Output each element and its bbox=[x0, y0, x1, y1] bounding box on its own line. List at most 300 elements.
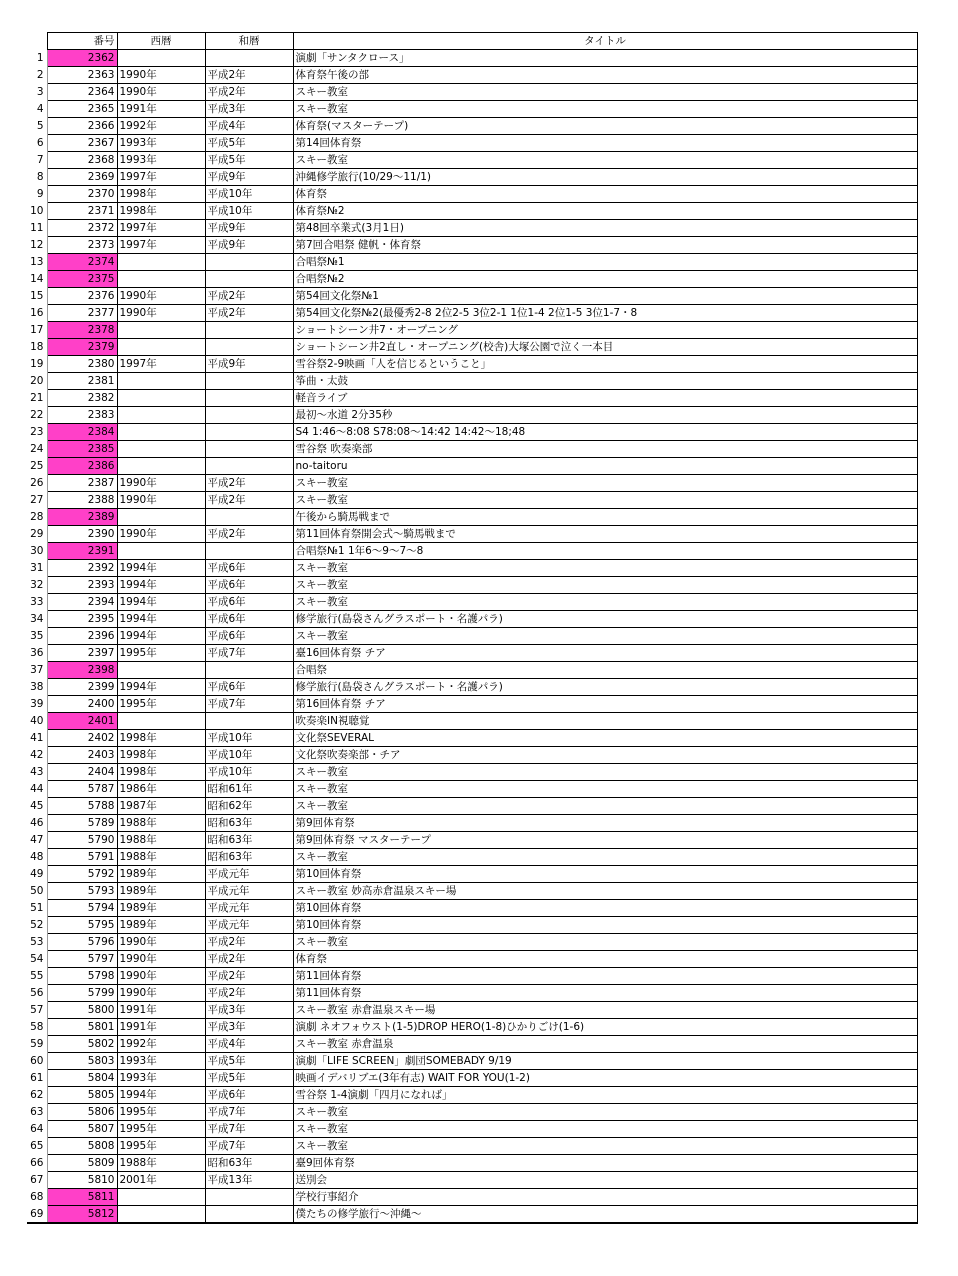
title-cell[interactable]: 文化祭SEVERAL bbox=[293, 730, 917, 747]
western-year-cell[interactable]: 1990年 bbox=[117, 951, 205, 968]
row-number[interactable]: 68 bbox=[27, 1189, 47, 1206]
japanese-year-cell[interactable]: 平成2年 bbox=[205, 526, 293, 543]
western-year-cell[interactable]: 1988年 bbox=[117, 832, 205, 849]
western-year-cell[interactable]: 1995年 bbox=[117, 696, 205, 713]
japanese-year-cell[interactable]: 平成4年 bbox=[205, 1036, 293, 1053]
western-year-cell[interactable]: 1992年 bbox=[117, 118, 205, 135]
japanese-year-cell[interactable]: 平成10年 bbox=[205, 747, 293, 764]
title-cell[interactable]: 臺16回体育祭 チア bbox=[293, 645, 917, 662]
title-cell[interactable]: スキー教室 bbox=[293, 84, 917, 101]
japanese-year-cell[interactable]: 平成2年 bbox=[205, 951, 293, 968]
number-cell[interactable]: 5788 bbox=[47, 798, 117, 815]
number-cell[interactable]: 2394 bbox=[47, 594, 117, 611]
row-number[interactable]: 19 bbox=[27, 356, 47, 373]
number-cell[interactable]: 2375 bbox=[47, 271, 117, 288]
western-year-cell[interactable]: 1993年 bbox=[117, 1053, 205, 1070]
western-year-cell[interactable]: 1989年 bbox=[117, 900, 205, 917]
number-cell[interactable]: 5790 bbox=[47, 832, 117, 849]
row-number[interactable]: 28 bbox=[27, 509, 47, 526]
number-cell[interactable]: 2404 bbox=[47, 764, 117, 781]
number-cell[interactable]: 5808 bbox=[47, 1138, 117, 1155]
row-number[interactable]: 51 bbox=[27, 900, 47, 917]
title-cell[interactable]: 臺9回体育祭 bbox=[293, 1155, 917, 1172]
japanese-year-cell[interactable]: 平成元年 bbox=[205, 900, 293, 917]
title-cell[interactable]: 修学旅行(島袋さんグラスポート・名護パラ) bbox=[293, 611, 917, 628]
title-cell[interactable]: スキー教室 bbox=[293, 849, 917, 866]
japanese-year-cell[interactable]: 昭和61年 bbox=[205, 781, 293, 798]
number-cell[interactable]: 2362 bbox=[47, 50, 117, 67]
japanese-year-cell[interactable] bbox=[205, 1206, 293, 1224]
japanese-year-cell[interactable]: 平成9年 bbox=[205, 220, 293, 237]
western-year-cell[interactable]: 1986年 bbox=[117, 781, 205, 798]
title-cell[interactable]: 第9回体育祭 マスターテープ bbox=[293, 832, 917, 849]
western-year-cell[interactable]: 1987年 bbox=[117, 798, 205, 815]
western-year-cell[interactable] bbox=[117, 390, 205, 407]
title-cell[interactable]: 演劇「LIFE SCREEN」劇団SOMEBADY 9/19 bbox=[293, 1053, 917, 1070]
row-number[interactable]: 57 bbox=[27, 1002, 47, 1019]
japanese-year-cell[interactable]: 平成6年 bbox=[205, 628, 293, 645]
western-year-cell[interactable]: 1990年 bbox=[117, 67, 205, 84]
title-cell[interactable]: スキー教室 bbox=[293, 492, 917, 509]
row-number[interactable]: 9 bbox=[27, 186, 47, 203]
row-number[interactable]: 2 bbox=[27, 67, 47, 84]
western-year-cell[interactable]: 1994年 bbox=[117, 560, 205, 577]
title-cell[interactable]: 午後から騎馬戦まで bbox=[293, 509, 917, 526]
western-year-cell[interactable] bbox=[117, 424, 205, 441]
western-year-cell[interactable]: 1997年 bbox=[117, 220, 205, 237]
western-year-cell[interactable]: 1994年 bbox=[117, 594, 205, 611]
number-cell[interactable]: 2379 bbox=[47, 339, 117, 356]
row-number[interactable]: 61 bbox=[27, 1070, 47, 1087]
japanese-year-cell[interactable]: 平成6年 bbox=[205, 560, 293, 577]
western-year-cell[interactable] bbox=[117, 543, 205, 560]
row-number[interactable]: 37 bbox=[27, 662, 47, 679]
japanese-year-cell[interactable] bbox=[205, 424, 293, 441]
row-number[interactable]: 66 bbox=[27, 1155, 47, 1172]
western-year-cell[interactable] bbox=[117, 407, 205, 424]
western-year-cell[interactable]: 1991年 bbox=[117, 1002, 205, 1019]
title-cell[interactable]: 第11回体育祭 bbox=[293, 985, 917, 1002]
japanese-year-cell[interactable] bbox=[205, 713, 293, 730]
title-cell[interactable]: 修学旅行(島袋さんグラスポート・名護パラ) bbox=[293, 679, 917, 696]
title-cell[interactable]: 演劇 ネオフォウスト(1-5)DROP HERO(1-8)ひかりごけ(1-6) bbox=[293, 1019, 917, 1036]
western-year-cell[interactable]: 1994年 bbox=[117, 611, 205, 628]
western-year-cell[interactable]: 1995年 bbox=[117, 1138, 205, 1155]
number-cell[interactable]: 5800 bbox=[47, 1002, 117, 1019]
title-cell[interactable]: 合唱祭№2 bbox=[293, 271, 917, 288]
japanese-year-cell[interactable]: 平成7年 bbox=[205, 1104, 293, 1121]
row-number[interactable]: 13 bbox=[27, 254, 47, 271]
japanese-year-cell[interactable]: 平成13年 bbox=[205, 1172, 293, 1189]
title-cell[interactable]: スキー教室 bbox=[293, 1104, 917, 1121]
number-cell[interactable]: 2378 bbox=[47, 322, 117, 339]
number-cell[interactable]: 2398 bbox=[47, 662, 117, 679]
title-cell[interactable]: スキー教室 赤倉温泉 bbox=[293, 1036, 917, 1053]
number-cell[interactable]: 2370 bbox=[47, 186, 117, 203]
title-cell[interactable]: 雪谷祭 吹奏楽部 bbox=[293, 441, 917, 458]
title-cell[interactable]: 第16回体育祭 チア bbox=[293, 696, 917, 713]
japanese-year-cell[interactable]: 平成2年 bbox=[205, 934, 293, 951]
title-cell[interactable]: 第11回体育祭開会式〜騎馬戦まで bbox=[293, 526, 917, 543]
number-cell[interactable]: 5787 bbox=[47, 781, 117, 798]
japanese-year-cell[interactable] bbox=[205, 509, 293, 526]
number-cell[interactable]: 5805 bbox=[47, 1087, 117, 1104]
japanese-year-cell[interactable] bbox=[205, 339, 293, 356]
number-cell[interactable]: 2388 bbox=[47, 492, 117, 509]
japanese-year-cell[interactable]: 平成2年 bbox=[205, 67, 293, 84]
row-number[interactable]: 36 bbox=[27, 645, 47, 662]
japanese-year-cell[interactable]: 平成9年 bbox=[205, 237, 293, 254]
western-year-cell[interactable]: 1990年 bbox=[117, 968, 205, 985]
row-number[interactable]: 6 bbox=[27, 135, 47, 152]
title-cell[interactable]: 雪谷祭2-9映画「人を信じるということ」 bbox=[293, 356, 917, 373]
number-cell[interactable]: 2393 bbox=[47, 577, 117, 594]
western-year-cell[interactable]: 1990年 bbox=[117, 492, 205, 509]
japanese-year-cell[interactable] bbox=[205, 407, 293, 424]
header-number[interactable]: 番号 bbox=[47, 33, 117, 50]
number-cell[interactable]: 2369 bbox=[47, 169, 117, 186]
number-cell[interactable]: 5793 bbox=[47, 883, 117, 900]
title-cell[interactable]: 最初〜水道 2分35秒 bbox=[293, 407, 917, 424]
japanese-year-cell[interactable]: 平成9年 bbox=[205, 356, 293, 373]
japanese-year-cell[interactable]: 昭和62年 bbox=[205, 798, 293, 815]
title-cell[interactable]: 第10回体育祭 bbox=[293, 866, 917, 883]
row-number[interactable]: 26 bbox=[27, 475, 47, 492]
western-year-cell[interactable] bbox=[117, 271, 205, 288]
japanese-year-cell[interactable]: 平成3年 bbox=[205, 1019, 293, 1036]
number-cell[interactable]: 2395 bbox=[47, 611, 117, 628]
row-number[interactable]: 24 bbox=[27, 441, 47, 458]
western-year-cell[interactable] bbox=[117, 441, 205, 458]
japanese-year-cell[interactable]: 昭和63年 bbox=[205, 1155, 293, 1172]
number-cell[interactable]: 5798 bbox=[47, 968, 117, 985]
japanese-year-cell[interactable] bbox=[205, 322, 293, 339]
title-cell[interactable]: 筝曲・太鼓 bbox=[293, 373, 917, 390]
number-cell[interactable]: 5797 bbox=[47, 951, 117, 968]
number-cell[interactable]: 2363 bbox=[47, 67, 117, 84]
title-cell[interactable]: 第48回卒業式(3月1日) bbox=[293, 220, 917, 237]
number-cell[interactable]: 5811 bbox=[47, 1189, 117, 1206]
number-cell[interactable]: 2374 bbox=[47, 254, 117, 271]
title-cell[interactable]: 体育祭№2 bbox=[293, 203, 917, 220]
row-number[interactable]: 44 bbox=[27, 781, 47, 798]
western-year-cell[interactable]: 1994年 bbox=[117, 628, 205, 645]
title-cell[interactable]: スキー教室 bbox=[293, 934, 917, 951]
number-cell[interactable]: 2366 bbox=[47, 118, 117, 135]
western-year-cell[interactable]: 1991年 bbox=[117, 101, 205, 118]
number-cell[interactable]: 5810 bbox=[47, 1172, 117, 1189]
japanese-year-cell[interactable]: 平成7年 bbox=[205, 1121, 293, 1138]
title-cell[interactable]: 沖縄修学旅行(10/29〜11/1) bbox=[293, 169, 917, 186]
title-cell[interactable]: 文化祭吹奏楽部・チア bbox=[293, 747, 917, 764]
row-number[interactable]: 50 bbox=[27, 883, 47, 900]
number-cell[interactable]: 2371 bbox=[47, 203, 117, 220]
western-year-cell[interactable]: 1997年 bbox=[117, 169, 205, 186]
japanese-year-cell[interactable] bbox=[205, 543, 293, 560]
japanese-year-cell[interactable]: 平成4年 bbox=[205, 118, 293, 135]
japanese-year-cell[interactable]: 平成2年 bbox=[205, 305, 293, 322]
western-year-cell[interactable]: 1988年 bbox=[117, 1155, 205, 1172]
row-number[interactable]: 69 bbox=[27, 1206, 47, 1224]
western-year-cell[interactable]: 1997年 bbox=[117, 237, 205, 254]
row-number[interactable]: 5 bbox=[27, 118, 47, 135]
title-cell[interactable]: スキー教室 bbox=[293, 560, 917, 577]
japanese-year-cell[interactable]: 昭和63年 bbox=[205, 815, 293, 832]
number-cell[interactable]: 2400 bbox=[47, 696, 117, 713]
western-year-cell[interactable]: 1998年 bbox=[117, 186, 205, 203]
title-cell[interactable]: 第9回体育祭 bbox=[293, 815, 917, 832]
japanese-year-cell[interactable]: 平成2年 bbox=[205, 288, 293, 305]
row-number[interactable]: 43 bbox=[27, 764, 47, 781]
title-cell[interactable]: 第54回文化祭№2(最優秀2-8 2位2-5 3位2-1 1位1-4 2位1-5 3位1-7・8 bbox=[293, 305, 917, 322]
japanese-year-cell[interactable]: 平成6年 bbox=[205, 1087, 293, 1104]
japanese-year-cell[interactable]: 平成10年 bbox=[205, 186, 293, 203]
number-cell[interactable]: 2377 bbox=[47, 305, 117, 322]
row-number[interactable]: 33 bbox=[27, 594, 47, 611]
number-cell[interactable]: 2365 bbox=[47, 101, 117, 118]
western-year-cell[interactable]: 1988年 bbox=[117, 815, 205, 832]
row-number[interactable]: 52 bbox=[27, 917, 47, 934]
title-cell[interactable]: ショートシーン井2直し・オープニング(校舎)大塚公園で泣く一本目 bbox=[293, 339, 917, 356]
row-number[interactable]: 46 bbox=[27, 815, 47, 832]
title-cell[interactable]: 吹奏楽IN視聴覚 bbox=[293, 713, 917, 730]
title-cell[interactable]: 体育祭(マスターテープ) bbox=[293, 118, 917, 135]
western-year-cell[interactable] bbox=[117, 662, 205, 679]
japanese-year-cell[interactable]: 平成9年 bbox=[205, 169, 293, 186]
japanese-year-cell[interactable]: 平成元年 bbox=[205, 883, 293, 900]
title-cell[interactable]: 合唱祭№1 bbox=[293, 254, 917, 271]
number-cell[interactable]: 2383 bbox=[47, 407, 117, 424]
title-cell[interactable]: 軽音ライブ bbox=[293, 390, 917, 407]
number-cell[interactable]: 2382 bbox=[47, 390, 117, 407]
western-year-cell[interactable]: 1989年 bbox=[117, 866, 205, 883]
japanese-year-cell[interactable]: 平成元年 bbox=[205, 917, 293, 934]
western-year-cell[interactable] bbox=[117, 713, 205, 730]
japanese-year-cell[interactable] bbox=[205, 390, 293, 407]
western-year-cell[interactable] bbox=[117, 322, 205, 339]
row-number[interactable]: 18 bbox=[27, 339, 47, 356]
number-cell[interactable]: 5789 bbox=[47, 815, 117, 832]
number-cell[interactable]: 2384 bbox=[47, 424, 117, 441]
row-number[interactable]: 58 bbox=[27, 1019, 47, 1036]
western-year-cell[interactable] bbox=[117, 458, 205, 475]
title-cell[interactable]: スキー教室 bbox=[293, 764, 917, 781]
western-year-cell[interactable]: 1990年 bbox=[117, 305, 205, 322]
row-number[interactable]: 27 bbox=[27, 492, 47, 509]
title-cell[interactable]: スキー教室 bbox=[293, 152, 917, 169]
row-number[interactable]: 30 bbox=[27, 543, 47, 560]
title-cell[interactable]: スキー教室 bbox=[293, 1121, 917, 1138]
number-cell[interactable]: 2391 bbox=[47, 543, 117, 560]
number-cell[interactable]: 2403 bbox=[47, 747, 117, 764]
japanese-year-cell[interactable]: 平成10年 bbox=[205, 203, 293, 220]
row-number[interactable]: 54 bbox=[27, 951, 47, 968]
title-cell[interactable]: no-taitoru bbox=[293, 458, 917, 475]
western-year-cell[interactable] bbox=[117, 254, 205, 271]
western-year-cell[interactable] bbox=[117, 1189, 205, 1206]
number-cell[interactable]: 2381 bbox=[47, 373, 117, 390]
japanese-year-cell[interactable]: 平成5年 bbox=[205, 1053, 293, 1070]
row-number[interactable]: 62 bbox=[27, 1087, 47, 1104]
number-cell[interactable]: 5796 bbox=[47, 934, 117, 951]
japanese-year-cell[interactable]: 平成2年 bbox=[205, 84, 293, 101]
row-number[interactable]: 47 bbox=[27, 832, 47, 849]
number-cell[interactable]: 2397 bbox=[47, 645, 117, 662]
number-cell[interactable]: 2368 bbox=[47, 152, 117, 169]
number-cell[interactable]: 2367 bbox=[47, 135, 117, 152]
row-number[interactable]: 59 bbox=[27, 1036, 47, 1053]
number-cell[interactable]: 5806 bbox=[47, 1104, 117, 1121]
number-cell[interactable]: 5804 bbox=[47, 1070, 117, 1087]
title-cell[interactable]: スキー教室 bbox=[293, 781, 917, 798]
western-year-cell[interactable]: 1995年 bbox=[117, 1121, 205, 1138]
western-year-cell[interactable]: 1990年 bbox=[117, 475, 205, 492]
japanese-year-cell[interactable] bbox=[205, 1189, 293, 1206]
number-cell[interactable]: 2399 bbox=[47, 679, 117, 696]
title-cell[interactable]: 体育祭午後の部 bbox=[293, 67, 917, 84]
number-cell[interactable]: 2364 bbox=[47, 84, 117, 101]
title-cell[interactable]: 学校行事紹介 bbox=[293, 1189, 917, 1206]
row-number[interactable]: 39 bbox=[27, 696, 47, 713]
row-number[interactable]: 1 bbox=[27, 50, 47, 67]
number-cell[interactable]: 2372 bbox=[47, 220, 117, 237]
japanese-year-cell[interactable] bbox=[205, 373, 293, 390]
title-cell[interactable]: 第10回体育祭 bbox=[293, 917, 917, 934]
western-year-cell[interactable]: 1998年 bbox=[117, 730, 205, 747]
row-number[interactable]: 16 bbox=[27, 305, 47, 322]
title-cell[interactable]: 合唱祭 bbox=[293, 662, 917, 679]
row-number[interactable]: 21 bbox=[27, 390, 47, 407]
row-number[interactable]: 29 bbox=[27, 526, 47, 543]
title-cell[interactable]: スキー教室 bbox=[293, 577, 917, 594]
western-year-cell[interactable]: 1991年 bbox=[117, 1019, 205, 1036]
western-year-cell[interactable]: 1995年 bbox=[117, 645, 205, 662]
western-year-cell[interactable] bbox=[117, 373, 205, 390]
japanese-year-cell[interactable]: 平成3年 bbox=[205, 101, 293, 118]
number-cell[interactable]: 2385 bbox=[47, 441, 117, 458]
western-year-cell[interactable]: 1998年 bbox=[117, 203, 205, 220]
japanese-year-cell[interactable]: 昭和63年 bbox=[205, 849, 293, 866]
title-cell[interactable]: スキー教室 bbox=[293, 798, 917, 815]
western-year-cell[interactable]: 2001年 bbox=[117, 1172, 205, 1189]
japanese-year-cell[interactable]: 平成7年 bbox=[205, 645, 293, 662]
header-title[interactable]: タイトル bbox=[293, 33, 917, 50]
title-cell[interactable]: 合唱祭№1 1年6〜9〜7〜8 bbox=[293, 543, 917, 560]
title-cell[interactable]: スキー教室 bbox=[293, 101, 917, 118]
row-number[interactable]: 63 bbox=[27, 1104, 47, 1121]
row-number[interactable]: 15 bbox=[27, 288, 47, 305]
japanese-year-cell[interactable]: 平成2年 bbox=[205, 492, 293, 509]
japanese-year-cell[interactable]: 平成2年 bbox=[205, 475, 293, 492]
row-number[interactable]: 8 bbox=[27, 169, 47, 186]
japanese-year-cell[interactable]: 平成10年 bbox=[205, 730, 293, 747]
title-cell[interactable]: スキー教室 bbox=[293, 594, 917, 611]
number-cell[interactable]: 2373 bbox=[47, 237, 117, 254]
western-year-cell[interactable] bbox=[117, 339, 205, 356]
row-number[interactable]: 17 bbox=[27, 322, 47, 339]
row-number[interactable]: 55 bbox=[27, 968, 47, 985]
title-cell[interactable]: 映画イデバリブエ(3年有志) WAIT FOR YOU(1-2) bbox=[293, 1070, 917, 1087]
japanese-year-cell[interactable]: 平成7年 bbox=[205, 696, 293, 713]
number-cell[interactable]: 5803 bbox=[47, 1053, 117, 1070]
row-number[interactable]: 40 bbox=[27, 713, 47, 730]
title-cell[interactable]: スキー教室 bbox=[293, 1138, 917, 1155]
western-year-cell[interactable] bbox=[117, 50, 205, 67]
row-number[interactable]: 41 bbox=[27, 730, 47, 747]
title-cell[interactable]: ショートシーン井7・オープニング bbox=[293, 322, 917, 339]
number-cell[interactable]: 5801 bbox=[47, 1019, 117, 1036]
western-year-cell[interactable]: 1990年 bbox=[117, 985, 205, 1002]
japanese-year-cell[interactable]: 平成10年 bbox=[205, 764, 293, 781]
number-cell[interactable]: 5812 bbox=[47, 1206, 117, 1224]
japanese-year-cell[interactable]: 平成6年 bbox=[205, 577, 293, 594]
row-number[interactable]: 12 bbox=[27, 237, 47, 254]
row-number[interactable]: 14 bbox=[27, 271, 47, 288]
western-year-cell[interactable] bbox=[117, 509, 205, 526]
japanese-year-cell[interactable] bbox=[205, 271, 293, 288]
title-cell[interactable]: 送別会 bbox=[293, 1172, 917, 1189]
western-year-cell[interactable]: 1995年 bbox=[117, 1104, 205, 1121]
title-cell[interactable]: 演劇「サンタクロース」 bbox=[293, 50, 917, 67]
japanese-year-cell[interactable] bbox=[205, 254, 293, 271]
number-cell[interactable]: 2390 bbox=[47, 526, 117, 543]
title-cell[interactable]: スキー教室 赤倉温泉スキー場 bbox=[293, 1002, 917, 1019]
row-number[interactable]: 3 bbox=[27, 84, 47, 101]
row-number[interactable]: 45 bbox=[27, 798, 47, 815]
number-cell[interactable]: 2401 bbox=[47, 713, 117, 730]
row-number[interactable]: 53 bbox=[27, 934, 47, 951]
header-japanese-year[interactable]: 和暦 bbox=[205, 33, 293, 50]
number-cell[interactable]: 5795 bbox=[47, 917, 117, 934]
row-number[interactable]: 4 bbox=[27, 101, 47, 118]
number-cell[interactable]: 2386 bbox=[47, 458, 117, 475]
japanese-year-cell[interactable]: 平成2年 bbox=[205, 968, 293, 985]
number-cell[interactable]: 5802 bbox=[47, 1036, 117, 1053]
japanese-year-cell[interactable]: 平成6年 bbox=[205, 611, 293, 628]
western-year-cell[interactable]: 1998年 bbox=[117, 764, 205, 781]
row-number[interactable]: 23 bbox=[27, 424, 47, 441]
japanese-year-cell[interactable]: 平成元年 bbox=[205, 866, 293, 883]
header-western-year[interactable]: 西暦 bbox=[117, 33, 205, 50]
number-cell[interactable]: 5794 bbox=[47, 900, 117, 917]
title-cell[interactable]: 第7回合唱祭 健帆・体育祭 bbox=[293, 237, 917, 254]
title-cell[interactable]: 第10回体育祭 bbox=[293, 900, 917, 917]
row-number[interactable]: 7 bbox=[27, 152, 47, 169]
western-year-cell[interactable]: 1994年 bbox=[117, 577, 205, 594]
number-cell[interactable]: 5809 bbox=[47, 1155, 117, 1172]
number-cell[interactable]: 5799 bbox=[47, 985, 117, 1002]
western-year-cell[interactable]: 1998年 bbox=[117, 747, 205, 764]
title-cell[interactable]: 僕たちの修学旅行〜沖縄〜 bbox=[293, 1206, 917, 1224]
title-cell[interactable]: スキー教室 妙高赤倉温泉スキー場 bbox=[293, 883, 917, 900]
title-cell[interactable]: 体育祭 bbox=[293, 186, 917, 203]
title-cell[interactable]: 第54回文化祭№1 bbox=[293, 288, 917, 305]
row-number[interactable]: 35 bbox=[27, 628, 47, 645]
western-year-cell[interactable]: 1989年 bbox=[117, 917, 205, 934]
number-cell[interactable]: 5791 bbox=[47, 849, 117, 866]
western-year-cell[interactable]: 1992年 bbox=[117, 1036, 205, 1053]
japanese-year-cell[interactable]: 平成3年 bbox=[205, 1002, 293, 1019]
row-number[interactable]: 48 bbox=[27, 849, 47, 866]
title-cell[interactable]: 雪谷祭 1-4演劇「四月になれば」 bbox=[293, 1087, 917, 1104]
row-number[interactable]: 42 bbox=[27, 747, 47, 764]
number-cell[interactable]: 2402 bbox=[47, 730, 117, 747]
number-cell[interactable]: 2389 bbox=[47, 509, 117, 526]
western-year-cell[interactable]: 1997年 bbox=[117, 356, 205, 373]
title-cell[interactable]: スキー教室 bbox=[293, 475, 917, 492]
title-cell[interactable]: S4 1:46〜8:08 S78:08〜14:42 14:42〜18;48 bbox=[293, 424, 917, 441]
western-year-cell[interactable]: 1990年 bbox=[117, 526, 205, 543]
